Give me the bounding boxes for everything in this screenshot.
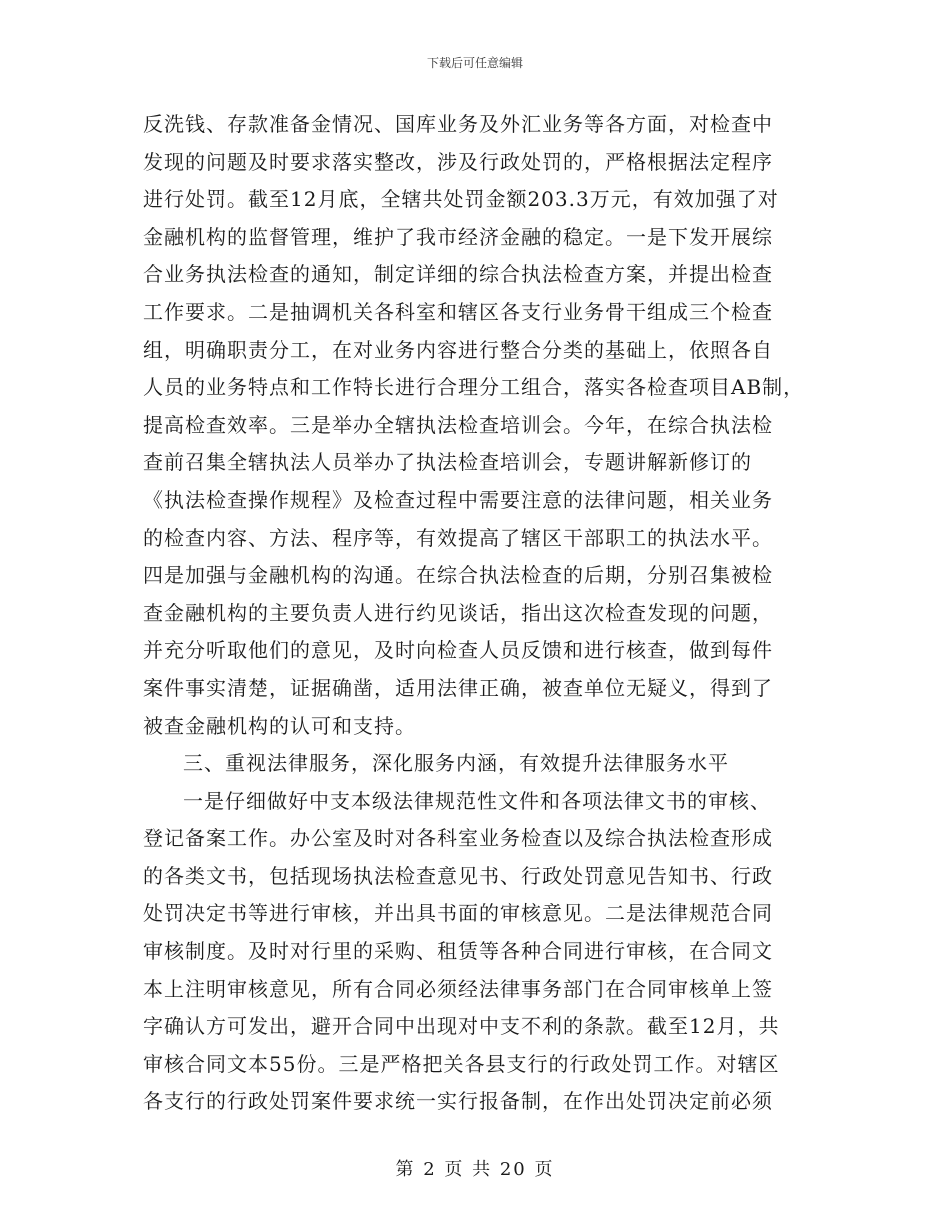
text-line: 处罚决定书等进行审核，并出具书面的审核意见。二是法律规范合同 [143,901,773,926]
text-line: 查前召集全辖执法人员举办了执法检查培训会，专题讲解新修订的 [143,450,752,475]
text-line: 金融机构的监督管理，维护了我市经济金融的稳定。一是下发开展综 [143,224,773,249]
text-line: 的检查内容、方法、程序等，有效提高了辖区干部职工的执法水平。 [143,525,773,550]
document-body [143,106,823,1121]
page-number: 第 2 页 共 20 页 [395,1159,555,1180]
text-line: 提高检查效率。三是举办全辖执法检查培训会。今年，在综合执法检 [143,412,773,437]
text-line: 并充分听取他们的意见，及时向检查人员反馈和进行核查，做到每件 [143,638,773,663]
paragraph-first-line: 一是仔细做好中支本级法律规范性文件和各项法律文书的审核、 [183,788,771,813]
text-line: 工作要求。二是抽调机关各科室和辖区各支行业务骨干组成三个检查 [143,299,773,324]
text-line: 查金融机构的主要负责人进行约见谈话，指出这次检查发现的问题， [143,600,773,625]
text-line: 的各类文书，包括现场执法检查意见书、行政处罚意见告知书、行政 [143,863,773,888]
text-line: 各支行的行政处罚案件要求统一实行报备制，在作出处罚决定前必须 [143,1089,773,1114]
text-line: 《执法检查操作规程》及检查过程中需要注意的法律问题，相关业务 [143,487,773,512]
text-line: 字确认方可发出，避开合同中出现对中支不利的条款。截至12月，共 [143,1014,780,1039]
section-heading: 三、重视法律服务，深化服务内涵，有效提升法律服务水平 [183,751,729,776]
text-line: 被查金融机构的认可和支持。 [143,713,416,738]
text-line: 人员的业务特点和工作特长进行合理分工组合，落实各检查项目AB制， [143,375,805,400]
text-line: 发现的问题及时要求落实整改，涉及行政处罚的，严格根据法定程序 [143,149,773,174]
text-line: 登记备案工作。办公室及时对各科室业务检查以及综合执法检查形成 [143,826,773,851]
text-line: 反洗钱、存款准备金情况、国库业务及外汇业务等各方面，对检查中 [143,112,773,136]
text-line: 本上注明审核意见，所有合同必须经法律事务部门在合同审核单上签 [143,976,773,1001]
page-header-note: 下载后可任意编辑 [426,56,523,70]
text-line: 四是加强与金融机构的沟通。在综合执法检查的后期，分别召集被检 [143,563,773,588]
text-line: 审核合同文本55份。三是严格把关各县支行的行政处罚工作。对辖区 [143,1051,780,1076]
text-line: 组，明确职责分工，在对业务内容进行整合分类的基础上，依照各自 [143,337,773,362]
text-line: 进行处罚。截至12月底，全辖共处罚金额203.3万元，有效加强了对 [143,187,779,212]
text-line: 合业务执法检查的通知，制定详细的综合执法检查方案，并提出检查 [143,262,773,287]
text-line: 案件事实清楚，证据确凿，适用法律正确，被查单位无疑义，得到了 [143,675,773,700]
text-line: 审核制度。及时对行里的采购、租赁等各种合同进行审核，在合同文 [143,939,773,964]
